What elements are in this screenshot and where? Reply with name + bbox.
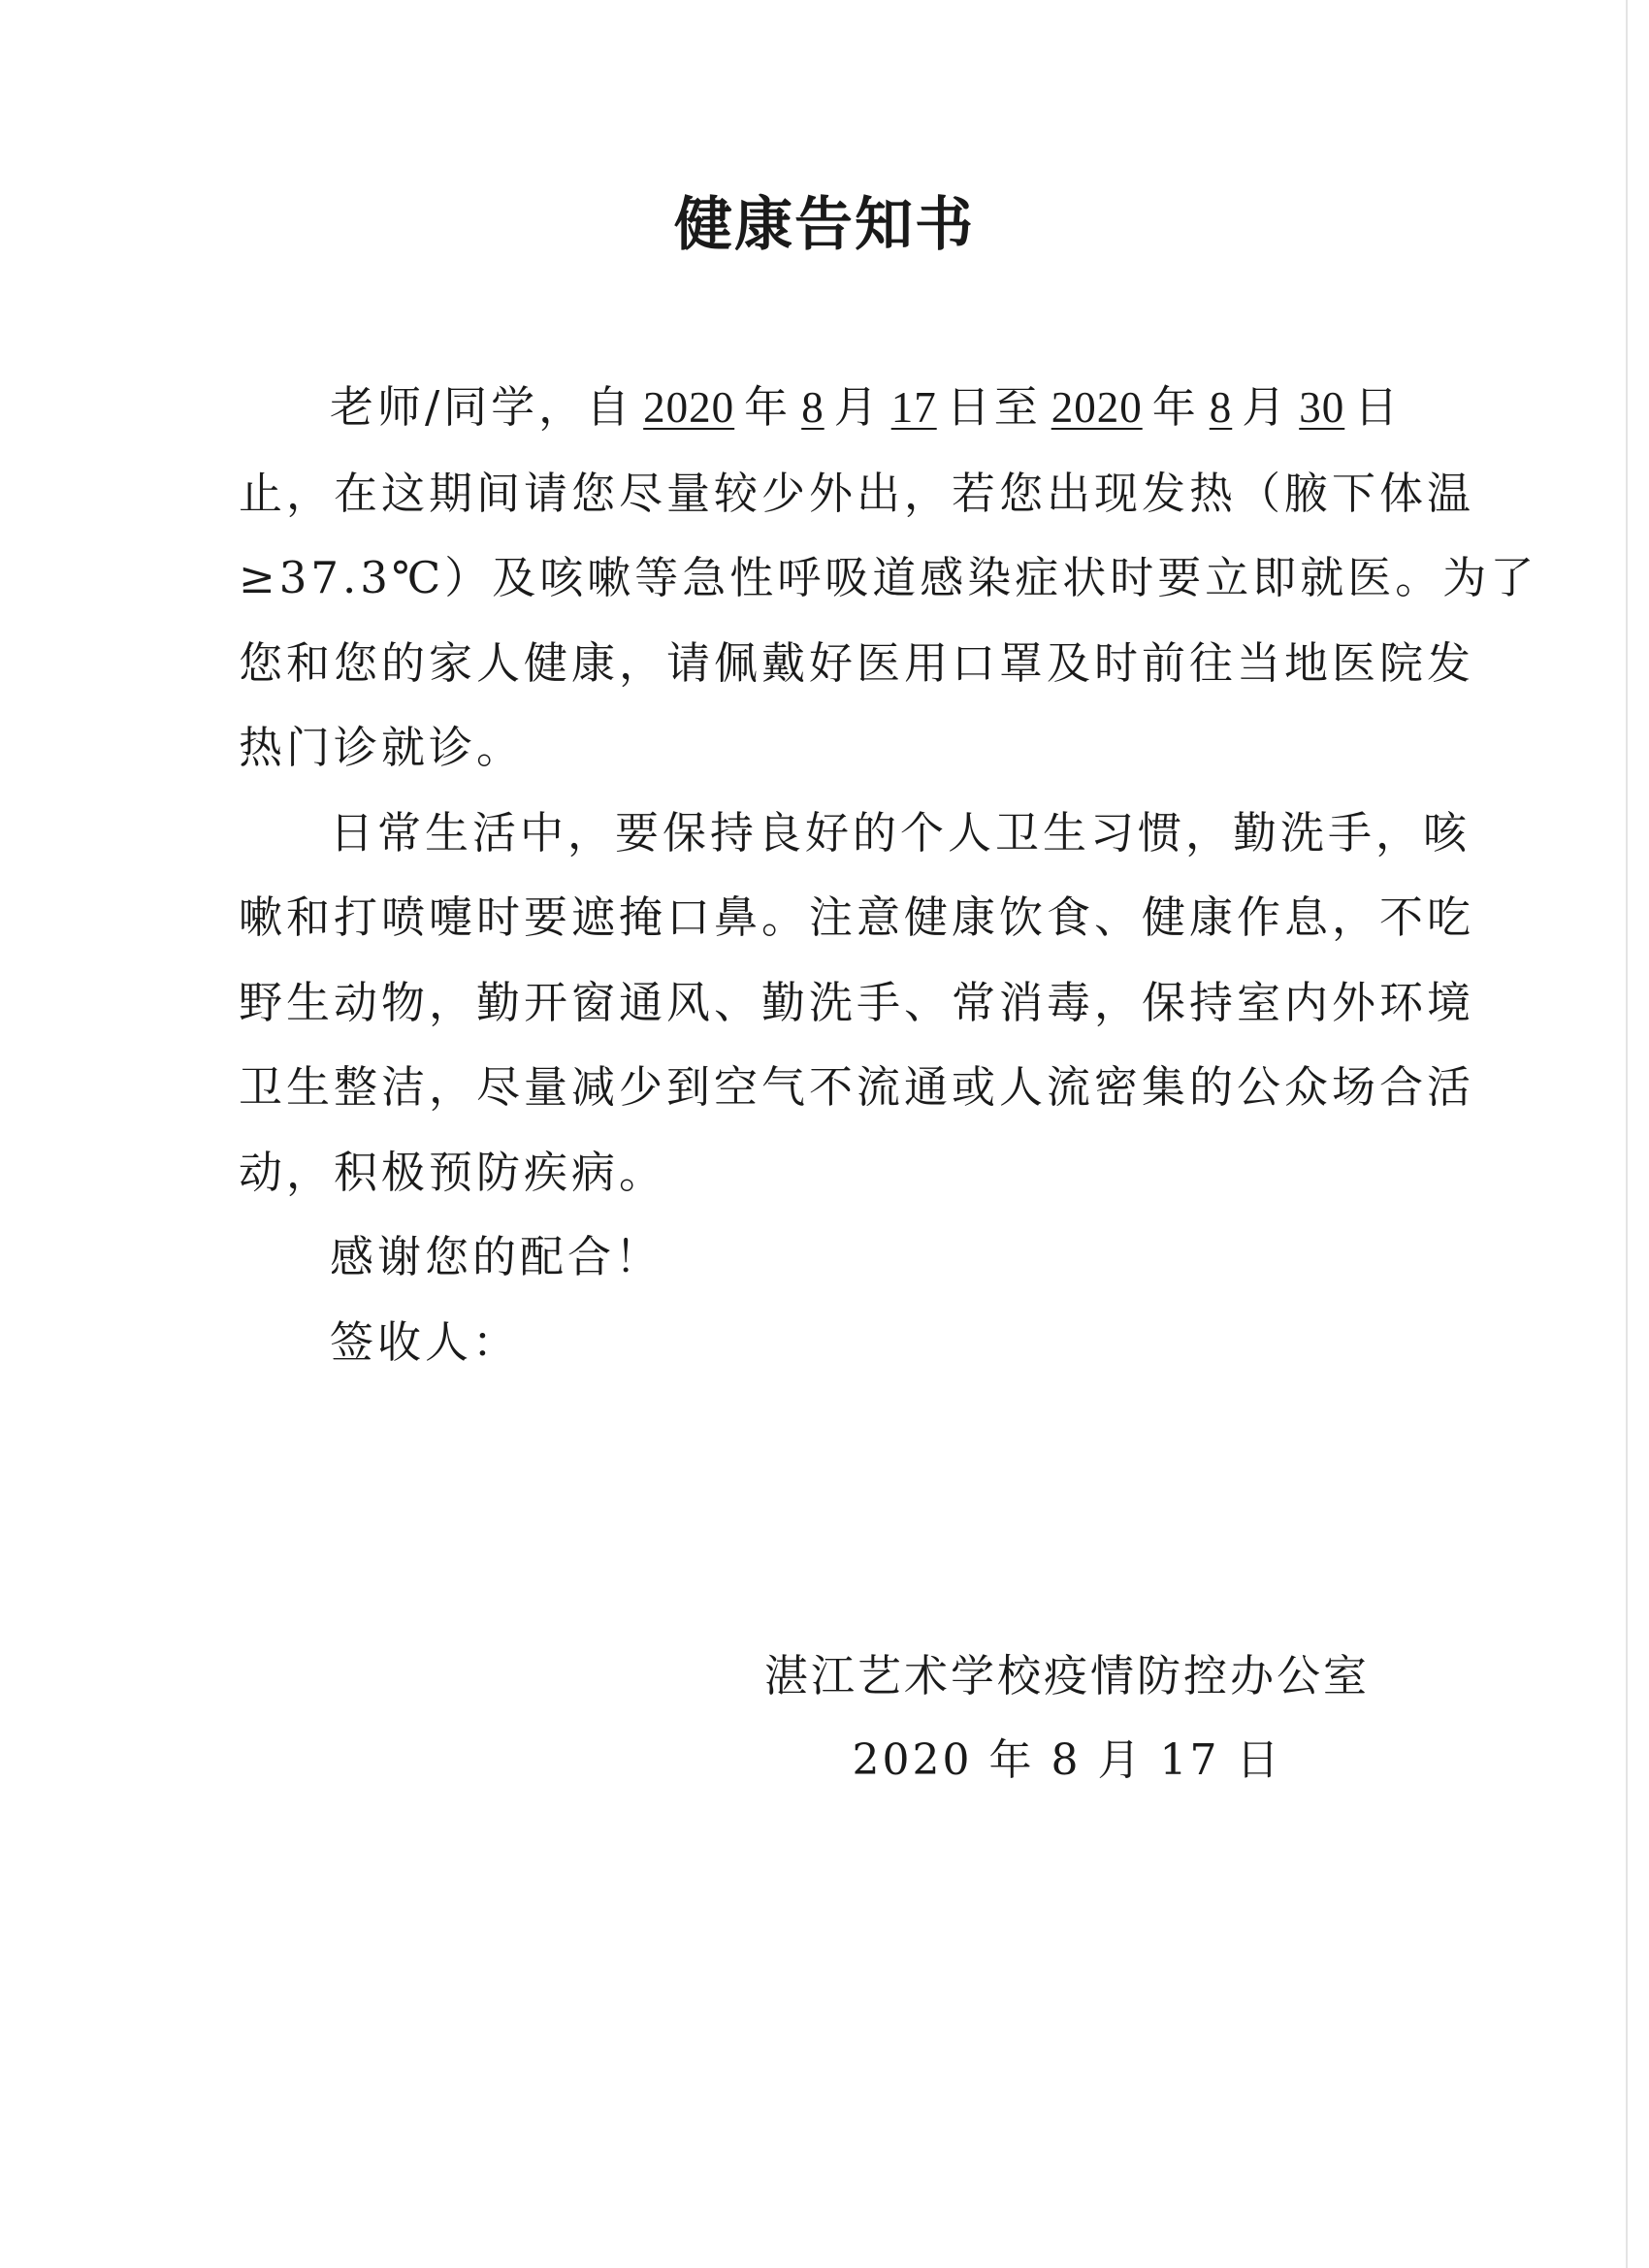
document-body <box>239 365 1538 1384</box>
issue-month: 8 <box>1051 1735 1082 1785</box>
hygiene-line-4: 卫生整洁，尽量减少到空气不流通或人流密集的公众场合活 <box>239 1061 1475 1113</box>
hygiene-line-1: 日常生活中，要保持良好的个人卫生习惯，勤洗手，咳 <box>330 806 1471 859</box>
notice-line-3: ≥37.3℃）及咳嗽等急性呼吸道感染症状时要立即就医。为了 <box>239 552 1538 603</box>
issue-year-char: 年 <box>988 1735 1035 1785</box>
scan-edge-line <box>1626 0 1628 2268</box>
start-year-blank: 2020 <box>643 383 735 432</box>
day-to-char: 日至 <box>946 381 1042 433</box>
notice-line-2: 止，在这期间请您尽量较少外出，若您出现发热（腋下体温 <box>239 467 1475 519</box>
hygiene-line-2: 嗽和打喷嚏时要遮掩口鼻。注意健康饮食、健康作息，不吃 <box>239 891 1475 943</box>
notice-prefix: 老师/同学，自 <box>330 381 634 433</box>
start-day-blank: 17 <box>890 383 937 432</box>
issue-date <box>757 1718 1377 1802</box>
document-title: 健康告知书 <box>674 191 975 259</box>
month-char: 月 <box>1242 381 1290 433</box>
year-char: 年 <box>1151 381 1200 433</box>
year-char: 年 <box>744 381 792 433</box>
month-char: 月 <box>833 381 882 433</box>
day-char: 日 <box>1354 381 1403 433</box>
issuing-organization: 湛江艺术学校疫情防控办公室 <box>763 1650 1370 1701</box>
signature-block <box>757 1634 1377 1802</box>
end-day-blank: 30 <box>1299 383 1345 432</box>
signee-label: 签收人： <box>330 1315 521 1368</box>
hygiene-line-5: 动，积极预防疾病。 <box>239 1146 667 1198</box>
notice-line-4: 您和您的家人健康，请佩戴好医用口罩及时前往当地医院发 <box>239 636 1475 689</box>
issue-day: 17 <box>1159 1735 1220 1785</box>
end-month-blank: 8 <box>1209 383 1233 432</box>
notice-paragraph-line-1 <box>239 365 1403 451</box>
issue-month-char: 月 <box>1097 1735 1144 1785</box>
end-year-blank: 2020 <box>1051 383 1143 432</box>
thanks-line: 感谢您的配合！ <box>330 1231 663 1282</box>
start-month-blank: 8 <box>801 383 824 432</box>
issue-year: 2020 <box>852 1735 973 1785</box>
issue-day-char: 日 <box>1236 1735 1282 1785</box>
notice-line-5: 热门诊就诊。 <box>239 722 525 773</box>
hygiene-line-3: 野生动物，勤开窗通风、勤洗手、常消毒，保持室内外环境 <box>239 976 1475 1028</box>
